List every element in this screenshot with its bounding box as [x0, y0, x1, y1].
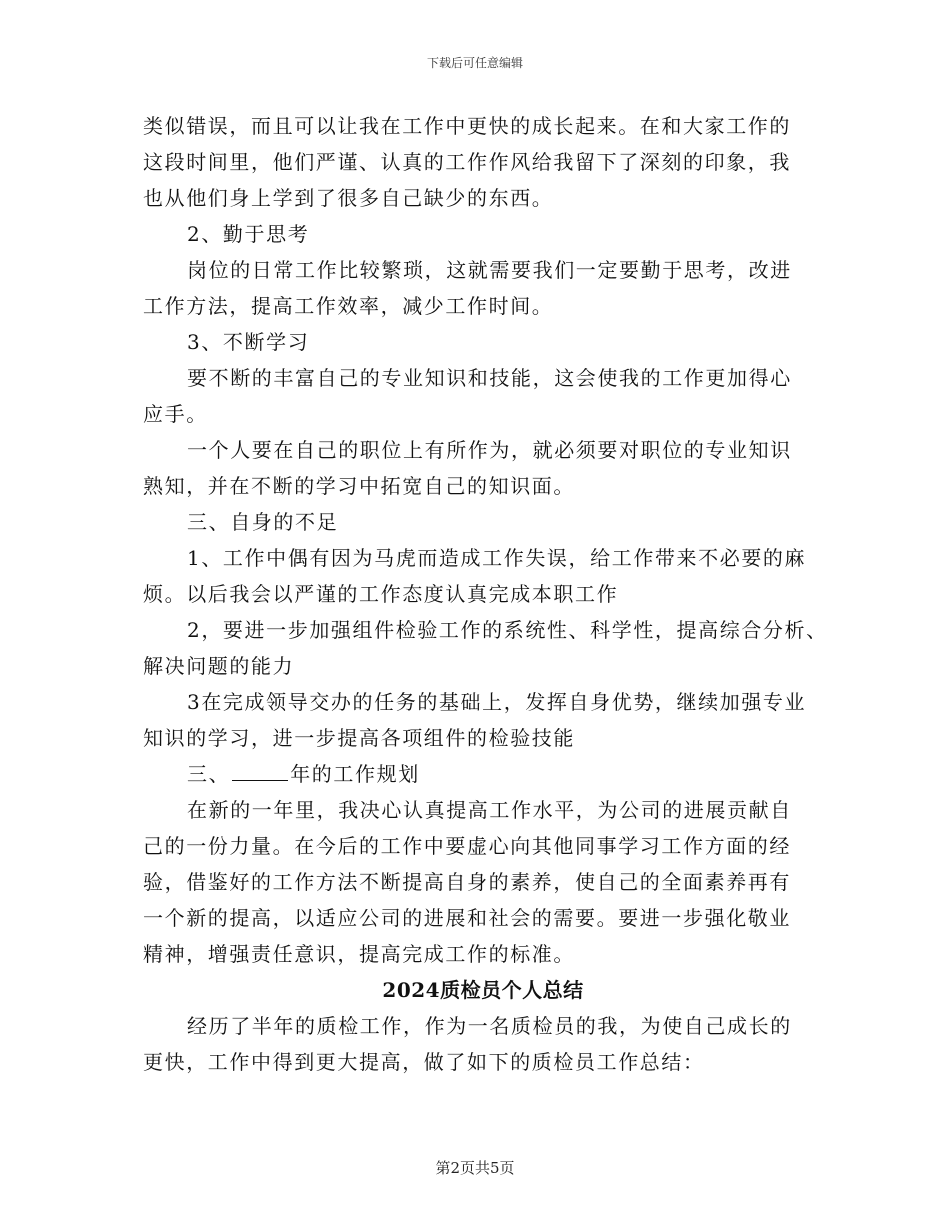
- paragraph-line: 工作方法，提高工作效率，减少工作时间。: [143, 294, 554, 318]
- heading-suffix: 年的工作规划: [290, 762, 420, 786]
- paragraph-line: 岗位的日常工作比较繁琐，这就需要我们一定要勤于思考，改进: [187, 258, 792, 282]
- paragraph-line: 1、工作中偶有因为马虎而造成工作失误，给工作带来不必要的麻: [187, 546, 807, 570]
- paragraph-line: 更快，工作中得到更大提高，做了如下的质检员工作总结：: [143, 1050, 705, 1074]
- section-heading: [143, 756, 823, 792]
- document-body: [143, 108, 828, 1080]
- paragraph-line: 解决问题的能力: [143, 654, 295, 678]
- paragraph-line: 一个新的提高，以适应公司的进展和社会的需要。要进一步强化敬业: [143, 906, 791, 930]
- paragraph-line: 这段时间里，他们严谨、认真的工作作风给我留下了深刻的印象，我: [143, 150, 791, 174]
- header-note: 下载后可任意编辑: [426, 56, 523, 70]
- paragraph-line: 烦。以后我会以严谨的工作态度认真完成本职工作: [143, 582, 619, 606]
- page-number: 第2页共5页: [435, 1159, 515, 1177]
- paragraph-line: 一个人要在自己的职位上有所作为，就必须要对职位的专业知识: [187, 438, 792, 462]
- paragraph-line: 知识的学习，进一步提高各项组件的检验技能: [143, 726, 575, 750]
- section-heading: 2、勤于思考: [187, 222, 310, 246]
- paragraph-line: 应手。: [143, 402, 208, 426]
- paragraph-line: 验，借鉴好的工作方法不断提高自身的素养，使自己的全面素养再有: [143, 870, 791, 894]
- paragraph-line: 类似错误，而且可以让我在工作中更快的成长起来。在和大家工作的: [143, 114, 791, 138]
- fill-in-blank: [232, 762, 288, 781]
- heading-prefix: 三、: [187, 762, 231, 786]
- paragraph-line: 己的一份力量。在今后的工作中要虚心向其他同事学习工作方面的经: [143, 834, 791, 858]
- section-heading: 3、不断学习: [187, 330, 310, 354]
- paragraph-line: 要不断的丰富自己的专业知识和技能，这会使我的工作更加得心: [187, 366, 792, 390]
- paragraph-line: 2，要进一步加强组件检验工作的系统性、科学性，提高综合分析、: [187, 618, 828, 642]
- document-title: 2024质检员个人总结: [382, 978, 584, 1002]
- paragraph-line: 精神，增强责任意识，提高完成工作的标准。: [143, 942, 575, 966]
- paragraph-line: 也从他们身上学到了很多自己缺少的东西。: [143, 186, 554, 210]
- paragraph-line: 3在完成领导交办的任务的基础上，发挥自身优势，继续加强专业: [187, 690, 807, 714]
- paragraph-line: 经历了半年的质检工作，作为一名质检员的我，为使自己成长的: [187, 1014, 792, 1038]
- section-heading: 三、自身的不足: [187, 510, 339, 534]
- paragraph-line: 熟知，并在不断的学习中拓宽自己的知识面。: [143, 474, 575, 498]
- paragraph-line: 在新的一年里，我决心认真提高工作水平，为公司的进展贡献自: [187, 798, 792, 822]
